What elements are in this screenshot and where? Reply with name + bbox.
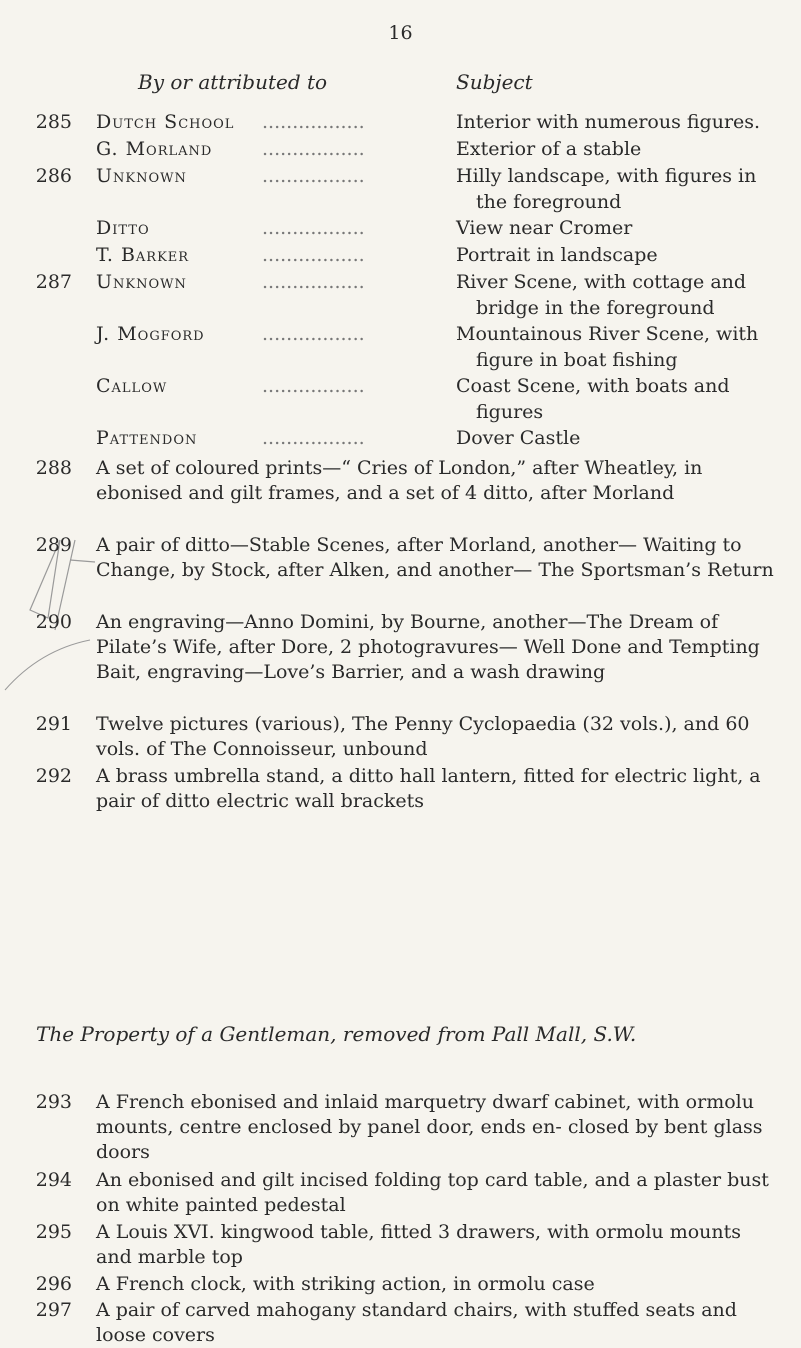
lot-description: A Louis XVI. kingwood table, fitted 3 drawers, with ormolu mounts and marble top xyxy=(96,1221,742,1268)
page-number: 16 xyxy=(388,22,413,44)
lot-description: A pair of ditto—Stable Scenes, after Morland, another— Waiting to Change, by Stock, after Alken, and another— The Sportsman’s Return xyxy=(96,534,774,581)
lot-description: A French clock, with striking action, in ormolu case xyxy=(96,1273,595,1295)
lot-number: 297 xyxy=(35,1299,72,1321)
lot-number: 285 xyxy=(35,111,72,133)
subject-text: Interior with numerous figures. xyxy=(456,111,761,133)
artist-name: Callow xyxy=(96,375,168,397)
dot-leader: ................. xyxy=(262,217,365,239)
lot-description: An engraving—Anno Domini, by Bourne, another—The Dream of Pilate’s Wife, after Dore, 2 photogravures— Well Done and Tempting Bait, engraving—Love’s Barrier, and a wash drawing xyxy=(96,611,760,683)
subject-text: River Scene, with cottage and xyxy=(456,271,747,293)
section-title: The Property of a Gentleman, removed from Pall Mall, S.W. xyxy=(36,1022,637,1046)
lot-description: A French ebonised and inlaid marquetry dwarf cabinet, with ormolu mounts, centre enclosed by panel door, ends en- closed by bent glass doors xyxy=(96,1091,763,1163)
dot-leader: ................. xyxy=(262,375,365,397)
dot-leader: ................. xyxy=(262,427,365,449)
subject-text: Hilly landscape, with figures in xyxy=(456,165,757,187)
artist-name: Unknown xyxy=(96,165,187,187)
lot-description: A brass umbrella stand, a ditto hall lantern, fitted for electric light, a pair of ditto electric wall brackets xyxy=(96,765,761,812)
subject-text: Exterior of a stable xyxy=(456,138,642,160)
subject-text: Mountainous River Scene, with xyxy=(456,323,759,345)
dot-leader: ................. xyxy=(262,138,365,160)
by-column-header: By or attributed to xyxy=(138,70,328,94)
dot-leader: ................. xyxy=(262,165,365,187)
dot-leader: ................. xyxy=(262,244,365,266)
subject-column-header: Subject xyxy=(456,70,533,94)
artist-name: Dutch School xyxy=(96,111,235,133)
subject-text: View near Cromer xyxy=(456,217,633,239)
artist-name: G. Morland xyxy=(96,138,213,160)
lot-number: 294 xyxy=(35,1169,72,1191)
subject-text: Portrait in landscape xyxy=(456,244,658,266)
artist-name: T. Barker xyxy=(96,244,190,266)
lot-description: An ebonised and gilt incised folding top card table, and a plaster bust on white painted pedestal xyxy=(96,1169,769,1216)
dot-leader: ................. xyxy=(262,323,365,345)
lot-number: 295 xyxy=(35,1221,72,1243)
dot-leader: ................. xyxy=(262,271,365,293)
subject-continuation: figures xyxy=(476,401,544,423)
subject-continuation: bridge in the foreground xyxy=(476,297,715,319)
lot-number: 296 xyxy=(35,1273,72,1295)
artist-name: Unknown xyxy=(96,271,187,293)
lot-description: A set of coloured prints—“ Cries of London,” after Wheatley, in ebonised and gilt frames, and a set of 4 ditto, after Morland xyxy=(96,457,703,504)
dot-leader: ................. xyxy=(262,111,365,133)
lot-number: 290 xyxy=(35,611,72,633)
lot-description: Twelve pictures (various), The Penny Cyclopaedia (32 vols.), and 60 vols. of The Connoisseur, unbound xyxy=(96,713,750,760)
subject-text: Coast Scene, with boats and xyxy=(456,375,730,397)
artist-name: J. Mogford xyxy=(96,323,205,345)
lot-number: 286 xyxy=(35,165,72,187)
lot-number: 287 xyxy=(35,271,72,293)
lot-description: A pair of carved mahogany standard chairs, with stuffed seats and loose covers xyxy=(96,1299,737,1346)
subject-text: Dover Castle xyxy=(456,427,581,449)
lot-number: 289 xyxy=(35,534,72,556)
artist-name: Ditto xyxy=(96,217,150,239)
subject-continuation: figure in boat fishing xyxy=(476,349,678,371)
lot-number: 291 xyxy=(35,713,72,735)
lot-number: 288 xyxy=(35,457,72,479)
artist-name: Pattendon xyxy=(96,427,198,449)
subject-continuation: the foreground xyxy=(476,191,622,213)
lot-number: 293 xyxy=(35,1091,72,1113)
lot-number: 292 xyxy=(35,765,72,787)
